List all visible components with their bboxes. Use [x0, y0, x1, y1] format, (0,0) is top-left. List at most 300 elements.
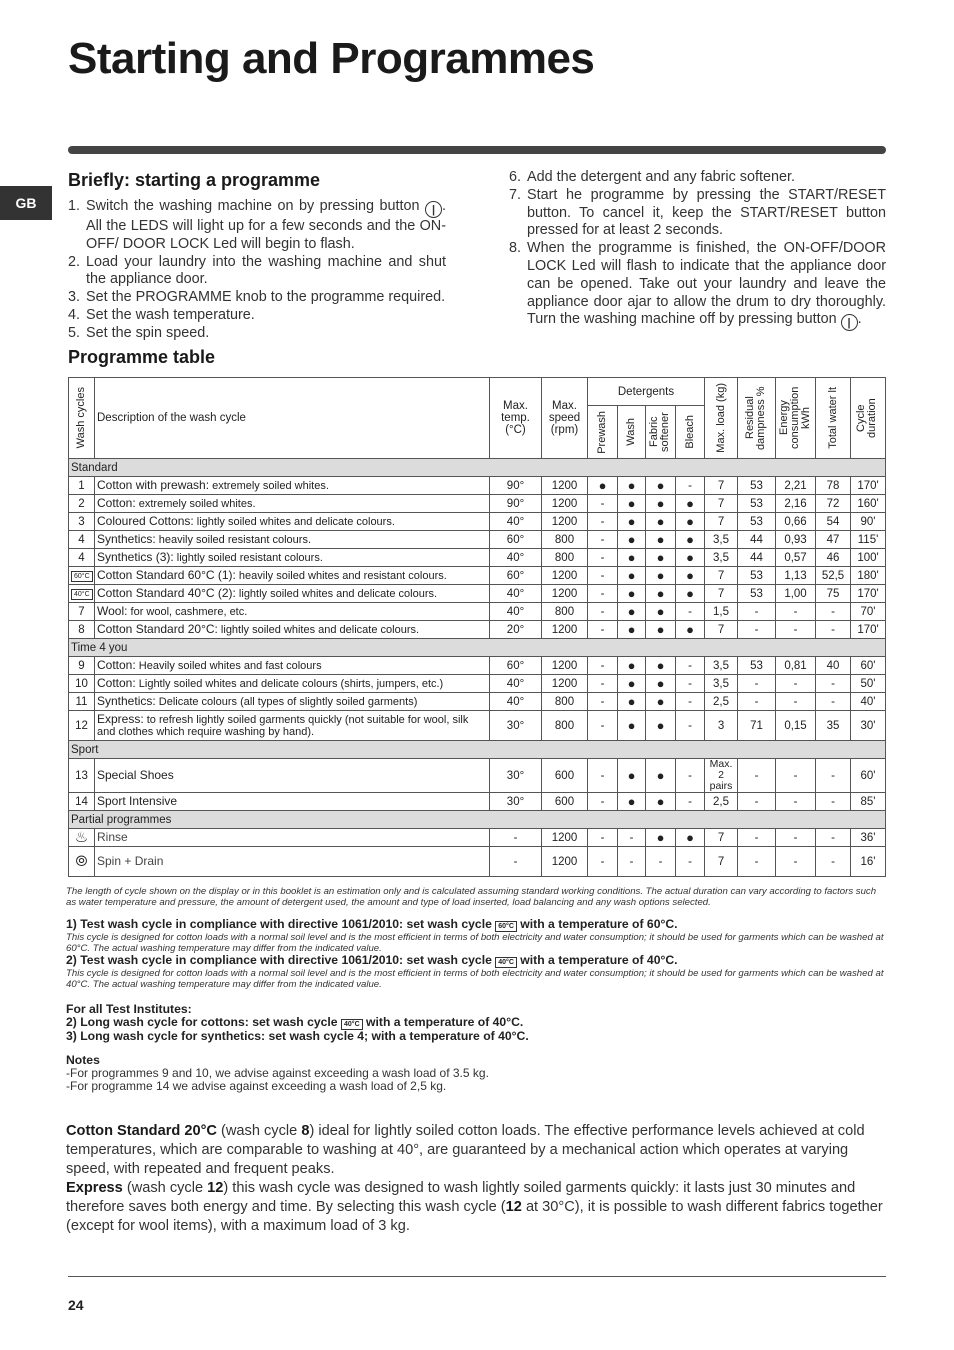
cell-bleach: ●: [676, 621, 705, 639]
step-number: 7.: [509, 186, 522, 203]
cell-pre: -: [588, 621, 618, 639]
cell-wash: ●: [618, 693, 646, 711]
cell-speed: 1200: [542, 675, 588, 693]
group-label: Partial programmes: [69, 811, 886, 829]
institutes-block: [66, 1003, 886, 1043]
wash-cycle-number: 1: [69, 477, 95, 495]
header-cycle-duration: Cycle duration: [851, 378, 886, 459]
cell-speed: 1200: [542, 513, 588, 531]
table-row: [69, 585, 886, 603]
cell-temp: 60°: [490, 657, 542, 675]
power-button-icon: |: [841, 314, 858, 331]
cell-wash: ●: [618, 531, 646, 549]
wash-cycle-icon-cell: [69, 567, 95, 585]
cell-dur: 90': [851, 513, 886, 531]
cell-energy: 0,66: [776, 513, 816, 531]
step-item: [68, 198, 446, 254]
cell-temp: 60°: [490, 567, 542, 585]
cell-soft: ●: [646, 621, 676, 639]
rinse-icon: ♨: [69, 829, 95, 847]
cell-bleach: -: [676, 711, 705, 741]
cell-damp: 53: [738, 477, 776, 495]
spin-drain-icon: ⦾: [69, 847, 95, 877]
cell-bleach: ●: [676, 531, 705, 549]
group-row: [69, 639, 886, 657]
cell-load: 7: [705, 495, 738, 513]
institutes-note-3: 3) Long wash cycle for synthetics: set wash cycle 4; with a temperature of 40°C.: [66, 1029, 529, 1043]
cell-load: 7: [705, 829, 738, 847]
table-footnote: The length of cycle shown on the display or in this booklet is an estimation only and is calculated assuming standard working conditions. The actual duration can vary according to factors such as water temperature and pressure, the amount of detergent used, the amount and type of load inserted, load balancing and any wash options selected.: [66, 886, 877, 908]
group-row: [69, 741, 886, 759]
cell-dur: 30': [851, 711, 886, 741]
cell-soft: ●: [646, 711, 676, 741]
cell-load: 7: [705, 585, 738, 603]
briefly-heading: Briefly: starting a programme: [68, 170, 321, 190]
cycle-description: Wool: for wool, cashmere, etc.: [95, 603, 490, 621]
header-bleach: Bleach: [676, 406, 705, 459]
cell-water: 40: [816, 657, 851, 675]
cell-speed: 800: [542, 711, 588, 741]
group-label: Sport: [69, 741, 886, 759]
header-max-load: Max. load (kg): [705, 378, 738, 459]
notes-heading: Notes: [66, 1053, 100, 1067]
cell-dur: 70': [851, 603, 886, 621]
notes-block: [66, 1054, 886, 1093]
cell-pre: -: [588, 793, 618, 811]
cell-water: -: [816, 829, 851, 847]
table-row: [69, 711, 886, 741]
wash-cycle-number: 4: [69, 531, 95, 549]
cell-bleach: ●: [676, 495, 705, 513]
cell-energy: -: [776, 759, 816, 793]
cotton-standard-icon: 60°C: [71, 571, 93, 582]
cell-energy: -: [776, 847, 816, 877]
cell-temp: 40°: [490, 585, 542, 603]
cycle-description: Coloured Cottons: lightly soiled whites and delicate colours.: [95, 513, 490, 531]
cell-speed: 1200: [542, 495, 588, 513]
header-wash-cycles: Wash cycles: [69, 378, 95, 459]
cell-water: 54: [816, 513, 851, 531]
cycle-description: Sport Intensive: [95, 793, 490, 811]
step-text: Set the wash temperature.: [86, 306, 255, 323]
cell-water: 75: [816, 585, 851, 603]
cell-wash: ●: [618, 603, 646, 621]
cell-temp: 40°: [490, 693, 542, 711]
cell-bleach: ●: [676, 567, 705, 585]
cell-speed: 800: [542, 603, 588, 621]
cell-soft: ●: [646, 657, 676, 675]
step-item: [68, 289, 446, 307]
wash-cycle-number: 8: [69, 621, 95, 639]
cycle-description: Cotton: Lightly soiled whites and delicate colours (shirts, jumpers, etc.): [95, 675, 490, 693]
cell-dur: 60': [851, 657, 886, 675]
cell-pre: ●: [588, 477, 618, 495]
cell-dur: 100': [851, 549, 886, 567]
wash-cycle-number: 7: [69, 603, 95, 621]
cell-bleach: -: [676, 793, 705, 811]
cell-speed: 800: [542, 693, 588, 711]
cell-dur: 160': [851, 495, 886, 513]
cell-energy: -: [776, 675, 816, 693]
cell-pre: -: [588, 657, 618, 675]
cell-load: 1,5: [705, 603, 738, 621]
cell-dur: 170': [851, 621, 886, 639]
cell-water: 72: [816, 495, 851, 513]
cell-dur: 170': [851, 585, 886, 603]
cell-energy: -: [776, 829, 816, 847]
programme-table: [68, 377, 886, 877]
cell-bleach: -: [676, 759, 705, 793]
header-prewash: Prewash: [588, 406, 618, 459]
cycle-description: Synthetics: Delicate colours (all types of slightly soiled garments): [95, 693, 490, 711]
cell-pre: -: [588, 675, 618, 693]
cell-speed: 1200: [542, 621, 588, 639]
cell-temp: 40°: [490, 513, 542, 531]
table-row: [69, 829, 886, 847]
group-label: Standard: [69, 459, 886, 477]
cell-pre: -: [588, 495, 618, 513]
step-text: . All the LEDS will light up for a few seconds and the ON-OFF/ DOOR LOCK Led will begin to flash.: [86, 198, 446, 252]
cell-wash: ●: [618, 477, 646, 495]
cell-dur: 115': [851, 531, 886, 549]
cell-water: -: [816, 603, 851, 621]
cell-soft: ●: [646, 675, 676, 693]
wash-cycle-number: 11: [69, 693, 95, 711]
step-number: 5.: [68, 324, 81, 341]
note-2: -For programme 14 we advise against exceeding a wash load of 2,5 kg.: [66, 1079, 447, 1093]
step-item: [509, 187, 886, 240]
cell-bleach: -: [676, 693, 705, 711]
step-number: 4.: [68, 306, 81, 323]
cell-bleach: ●: [676, 513, 705, 531]
cell-soft: ●: [646, 759, 676, 793]
cell-load: 2,5: [705, 693, 738, 711]
cell-damp: -: [738, 621, 776, 639]
step-item: [68, 307, 446, 325]
table-row: [69, 531, 886, 549]
table-row: [69, 621, 886, 639]
cell-load: 7: [705, 567, 738, 585]
cell-pre: -: [588, 531, 618, 549]
step-text: Start he programme by pressing the START/RESET button. To cancel it, keep the START/RESET button pressed for at least 2 seconds.: [527, 186, 886, 239]
wash-cycle-number: 14: [69, 793, 95, 811]
cell-pre: -: [588, 759, 618, 793]
cell-bleach: ●: [676, 549, 705, 567]
footer-divider: [68, 1276, 886, 1277]
cell-bleach: -: [676, 603, 705, 621]
step-item: [68, 254, 446, 290]
header-max-speed: Max. speed (rpm): [542, 378, 588, 459]
cell-pre: -: [588, 603, 618, 621]
cell-wash: ●: [618, 759, 646, 793]
wash-cycle-number: 9: [69, 657, 95, 675]
table-row: [69, 549, 886, 567]
cell-temp: 40°: [490, 549, 542, 567]
step-number: 3.: [68, 289, 81, 306]
cell-soft: -: [646, 847, 676, 877]
cell-load: 3,5: [705, 531, 738, 549]
cell-wash: -: [618, 829, 646, 847]
cell-water: -: [816, 793, 851, 811]
cell-damp: -: [738, 693, 776, 711]
cell-damp: 53: [738, 567, 776, 585]
cell-dur: 40': [851, 693, 886, 711]
cell-energy: -: [776, 693, 816, 711]
cell-pre: -: [588, 585, 618, 603]
wash-cycle-number: 12: [69, 711, 95, 741]
cell-bleach: -: [676, 675, 705, 693]
test-notes-block: [66, 918, 886, 990]
test-note-2: 2) Test wash cycle in compliance with directive 1061/2010: set wash cycle 40°C with a temperature of 40°C.: [66, 953, 678, 967]
cell-temp: 40°: [490, 603, 542, 621]
cell-dur: 60': [851, 759, 886, 793]
cell-load: 3,5: [705, 675, 738, 693]
cell-damp: 53: [738, 657, 776, 675]
cell-load: 3,5: [705, 549, 738, 567]
cell-energy: 2,16: [776, 495, 816, 513]
express-description: Express (wash cycle 12) this wash cycle was designed to wash lightly soiled garments quickly: it lasts just 30 minutes and therefore saves both energy and time. By selecting this wash cycle (12 at 30°C), it is possible to wash different fabrics together (except for wool items), with a maximum load of 3 kg.: [66, 1180, 883, 1234]
cell-soft: ●: [646, 513, 676, 531]
cell-water: 52,5: [816, 567, 851, 585]
cell-damp: 53: [738, 513, 776, 531]
cell-energy: 0,81: [776, 657, 816, 675]
header-total-water: Total water lt: [816, 378, 851, 459]
step-number: 6.: [509, 169, 522, 185]
table-footnote-block: [66, 886, 886, 908]
step-text: .: [857, 311, 862, 328]
cell-load: 7: [705, 513, 738, 531]
header-energy: Energy consumption kWh: [776, 378, 816, 459]
wash-cycle-number: 10: [69, 675, 95, 693]
cell-water: -: [816, 675, 851, 693]
step-text: Switch the washing machine on by pressing button: [86, 198, 420, 214]
cell-pre: -: [588, 513, 618, 531]
step-number: 8.: [509, 240, 522, 257]
step-text: Load your laundry into the washing machine and shut the appliance door.: [86, 253, 446, 288]
step-item: [509, 169, 886, 187]
cell-temp: 30°: [490, 793, 542, 811]
programme-table-body: [69, 459, 886, 877]
cycle-description: Cotton with prewash: extremely soiled whites.: [95, 477, 490, 495]
cell-damp: -: [738, 603, 776, 621]
group-row: [69, 459, 886, 477]
cell-soft: ●: [646, 477, 676, 495]
cell-pre: -: [588, 549, 618, 567]
cell-load: 7: [705, 621, 738, 639]
cell-speed: 1200: [542, 477, 588, 495]
header-description: Description of the wash cycle: [95, 378, 490, 459]
cotton-40-icon: 40°C: [341, 1019, 363, 1030]
cell-energy: 0,57: [776, 549, 816, 567]
cell-soft: ●: [646, 567, 676, 585]
cell-pre: -: [588, 693, 618, 711]
step-number: 1.: [68, 198, 81, 214]
cell-soft: ●: [646, 693, 676, 711]
cell-water: 47: [816, 531, 851, 549]
cell-temp: -: [490, 829, 542, 847]
table-row: [69, 793, 886, 811]
cell-speed: 1200: [542, 847, 588, 877]
table-row: [69, 759, 886, 793]
steps-left-list: [68, 198, 446, 343]
cell-wash: ●: [618, 585, 646, 603]
table-row: [69, 847, 886, 877]
cell-temp: -: [490, 847, 542, 877]
cell-dur: 180': [851, 567, 886, 585]
wash-cycle-number: 4: [69, 549, 95, 567]
cycle-descriptions: [66, 1122, 886, 1236]
cell-speed: 1200: [542, 829, 588, 847]
cell-pre: -: [588, 567, 618, 585]
header-residual-dampness: Residual dampness %: [738, 378, 776, 459]
group-label: Time 4 you: [69, 639, 886, 657]
cotton-40-icon: 40°C: [495, 957, 517, 968]
cycle-description: Special Shoes: [95, 759, 490, 793]
cell-energy: -: [776, 621, 816, 639]
cell-temp: 40°: [490, 675, 542, 693]
cell-water: 35: [816, 711, 851, 741]
programme-table-heading: Programme table: [68, 347, 216, 367]
step-number: 2.: [68, 253, 81, 270]
cell-pre: -: [588, 711, 618, 741]
cell-wash: ●: [618, 567, 646, 585]
cell-energy: 1,13: [776, 567, 816, 585]
cell-soft: ●: [646, 793, 676, 811]
cell-bleach: -: [676, 477, 705, 495]
language-tab: GB: [0, 186, 52, 220]
header-detergents: Detergents: [588, 378, 705, 406]
cell-water: -: [816, 693, 851, 711]
wash-cycle-number: 2: [69, 495, 95, 513]
wash-cycle-number: 3: [69, 513, 95, 531]
cell-soft: ●: [646, 829, 676, 847]
cell-soft: ●: [646, 531, 676, 549]
institutes-heading: For all Test Institutes:: [66, 1002, 192, 1016]
cell-soft: ●: [646, 585, 676, 603]
cell-temp: 60°: [490, 531, 542, 549]
cell-damp: -: [738, 829, 776, 847]
cell-temp: 30°: [490, 711, 542, 741]
cotton-standard-icon: 40°C: [71, 589, 93, 600]
cell-dur: 36': [851, 829, 886, 847]
cell-speed: 600: [542, 793, 588, 811]
cell-damp: 53: [738, 495, 776, 513]
cell-bleach: ●: [676, 585, 705, 603]
table-row: [69, 477, 886, 495]
header-wash: Wash: [618, 406, 646, 459]
wash-cycle-icon-cell: [69, 585, 95, 603]
cell-soft: ●: [646, 603, 676, 621]
cell-load: 7: [705, 477, 738, 495]
cell-damp: 53: [738, 585, 776, 603]
cell-temp: 30°: [490, 759, 542, 793]
cell-load: 3: [705, 711, 738, 741]
cotton-20-description: Cotton Standard 20°C (wash cycle 8) ideal for lightly soiled cotton loads. The effective performance levels achieved at cold temperatures, which are comparable to washing at 40°, are guaranteed by a mechanical action which operates at varying speed, with repeated and frequent peaks.: [66, 1123, 865, 1177]
step-text: When the programme is finished, the ON-OFF/DOOR LOCK Led will flash to indicate that the appliance door can be opened. Take out your laundry and leave the appliance door ajar to allow the drum to dry thoroughly. Turn the washing machine off by pressing button: [527, 240, 886, 328]
cell-water: -: [816, 621, 851, 639]
header-fabric-softener: Fabric softener: [646, 406, 676, 459]
test-note-1-detail: This cycle is designed for cotton loads with a normal soil level and is the most efficient in terms of both electricity and water consumption; it should be used for garments which can be washed at 60°C. The actual washing temperature may differ from the indicated value.: [66, 932, 884, 954]
cell-energy: 0,93: [776, 531, 816, 549]
cell-speed: 800: [542, 549, 588, 567]
cell-wash: -: [618, 847, 646, 877]
test-note-2-detail: This cycle is designed for cotton loads with a normal soil level and is the most efficient in terms of both electricity and water consumption; it should be used for garments which can be washed at 40°C. The actual washing temperature may differ from the indicated value.: [66, 968, 884, 990]
cell-speed: 1200: [542, 567, 588, 585]
power-button-icon: |: [425, 201, 442, 218]
cycle-description: Cotton Standard 40°C (2): lightly soiled whites and delicate colours.: [95, 585, 490, 603]
step-item: [68, 325, 446, 343]
step-text: Add the detergent and any fabric softener.: [527, 169, 796, 185]
cotton-60-icon: 60°C: [495, 921, 517, 932]
cell-energy: 0,15: [776, 711, 816, 741]
cycle-description: Synthetics: heavily soiled resistant colours.: [95, 531, 490, 549]
cycle-description: Express: to refresh lightly soiled garments quickly (not suitable for wool, silk and clothes which require washing by hand).: [95, 711, 490, 741]
step-text: Set the PROGRAMME knob to the programme required.: [86, 289, 446, 306]
cell-temp: 90°: [490, 477, 542, 495]
cell-temp: 20°: [490, 621, 542, 639]
cell-bleach: -: [676, 847, 705, 877]
step-text: Set the spin speed.: [86, 324, 210, 341]
table-row: [69, 513, 886, 531]
cell-damp: -: [738, 847, 776, 877]
cell-dur: 85': [851, 793, 886, 811]
cell-speed: 1200: [542, 585, 588, 603]
table-row: [69, 675, 886, 693]
cell-wash: ●: [618, 495, 646, 513]
cycle-description: Cotton Standard 60°C (1): heavily soiled whites and resistant colours.: [95, 567, 490, 585]
cell-speed: 1200: [542, 657, 588, 675]
cell-damp: 44: [738, 531, 776, 549]
header-max-temp: Max. temp. (°C): [490, 378, 542, 459]
cycle-description: Spin + Drain: [95, 847, 490, 877]
cell-dur: 16': [851, 847, 886, 877]
cell-dur: 170': [851, 477, 886, 495]
table-row: [69, 693, 886, 711]
cell-wash: ●: [618, 793, 646, 811]
cell-bleach: -: [676, 657, 705, 675]
cell-water: 78: [816, 477, 851, 495]
test-note-1: 1) Test wash cycle in compliance with directive 1061/2010: set wash cycle 60°C with a temperature of 60°C.: [66, 917, 678, 931]
cell-damp: -: [738, 675, 776, 693]
cell-wash: ●: [618, 621, 646, 639]
cell-energy: 1,00: [776, 585, 816, 603]
wash-cycle-number: 13: [69, 759, 95, 793]
cell-wash: ●: [618, 711, 646, 741]
cell-pre: -: [588, 847, 618, 877]
cell-energy: -: [776, 603, 816, 621]
step-item: [509, 240, 886, 331]
title-divider-bar: [68, 146, 886, 154]
table-row: [69, 657, 886, 675]
cell-pre: -: [588, 829, 618, 847]
cycle-description: Cotton: Heavily soiled whites and fast colours: [95, 657, 490, 675]
cell-water: -: [816, 759, 851, 793]
cycle-description: Cotton: extremely soiled whites.: [95, 495, 490, 513]
cell-damp: -: [738, 793, 776, 811]
cell-speed: 800: [542, 531, 588, 549]
cycle-description: Rinse: [95, 829, 490, 847]
cell-damp: 44: [738, 549, 776, 567]
table-row: [69, 567, 886, 585]
cell-soft: ●: [646, 549, 676, 567]
cell-temp: 90°: [490, 495, 542, 513]
steps-right-list: [509, 169, 886, 331]
cell-damp: -: [738, 759, 776, 793]
cell-wash: ●: [618, 513, 646, 531]
cell-damp: 71: [738, 711, 776, 741]
cycle-description: Synthetics (3): lightly soiled resistant colours.: [95, 549, 490, 567]
cell-load: Max. 2 pairs: [705, 759, 738, 793]
